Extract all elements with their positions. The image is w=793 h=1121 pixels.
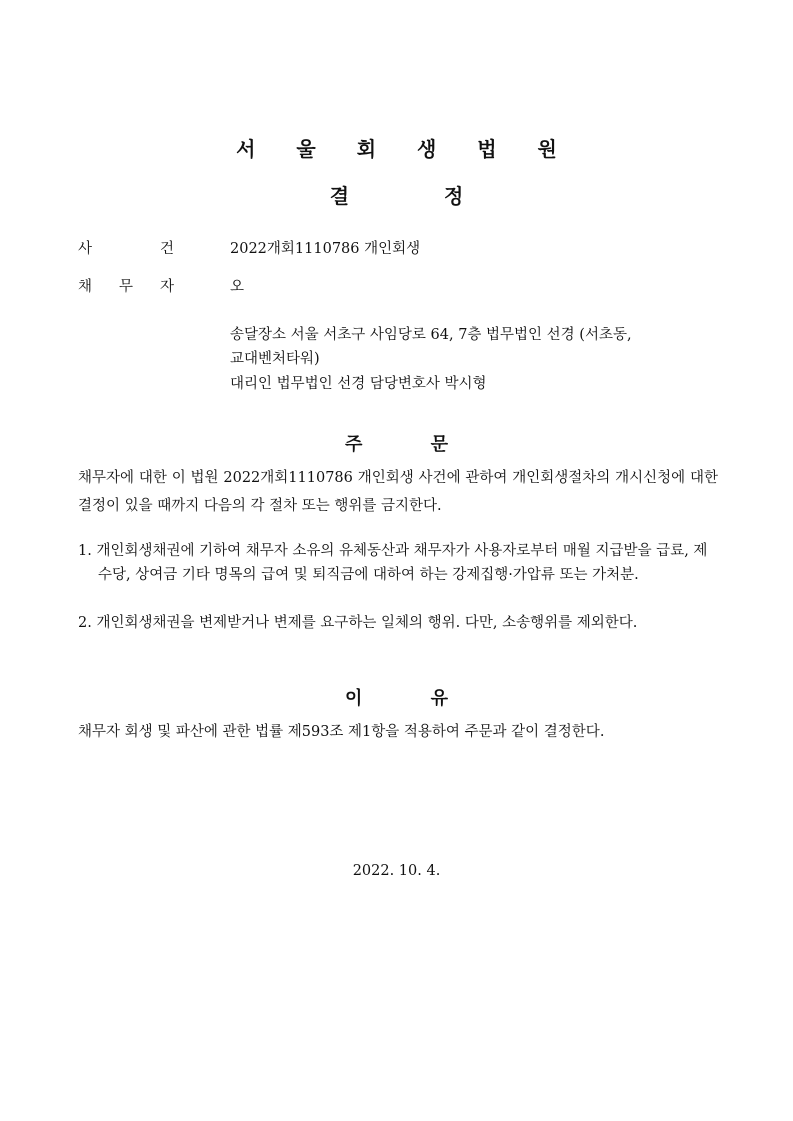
debtor-value: 오	[230, 279, 245, 295]
order-item-2: 2. 개인회생채권을 변제받거나 변제를 요구하는 일체의 행위. 다만, 소송행위를 제외한다.	[78, 615, 638, 631]
debtor-label	[78, 275, 174, 296]
court-name: 서 울 회 생 법 원	[236, 137, 574, 161]
debtor-label-text: 채 무 자	[78, 279, 174, 295]
reason-heading: 이 유	[344, 688, 449, 709]
case-label	[78, 237, 174, 258]
order-heading: 주 문	[344, 434, 449, 455]
decision-date: 2022. 10. 4.	[352, 863, 441, 879]
order-item-1: 1. 개인회생채권에 기하여 채무자 소유의 유체동산과 채무자가 사용자로부터 매월 지급받을 급료, 제수당, 상여금 기타 명목의 급여 및 퇴직금에 대하여 하는 강제집행·가압류 또는 가처분.	[78, 543, 708, 583]
case-label-text: 사 건	[78, 241, 174, 257]
case-value: 2022개회1110786 개인회생	[230, 241, 421, 257]
service-address-line2: 교대벤처타워)	[230, 351, 320, 367]
document-type: 결 정	[329, 184, 464, 208]
reason-text: 채무자 회생 및 파산에 관한 법률 제593조 제1항을 적용하여 주문과 같이 결정한다.	[78, 724, 605, 740]
service-address-line1: 송달장소 서울 서초구 사임당로 64, 7층 법무법인 선경 (서초동,	[230, 327, 632, 343]
order-intro: 채무자에 대한 이 법원 2022개회1110786 개인회생 사건에 관하여 개인회생절차의 개시신청에 대한 결정이 있을 때까지 다음의 각 절차 또는 행위를 금지한다.	[78, 470, 718, 514]
representative: 대리인 법무법인 선경 담당변호사 박시형	[230, 376, 487, 392]
